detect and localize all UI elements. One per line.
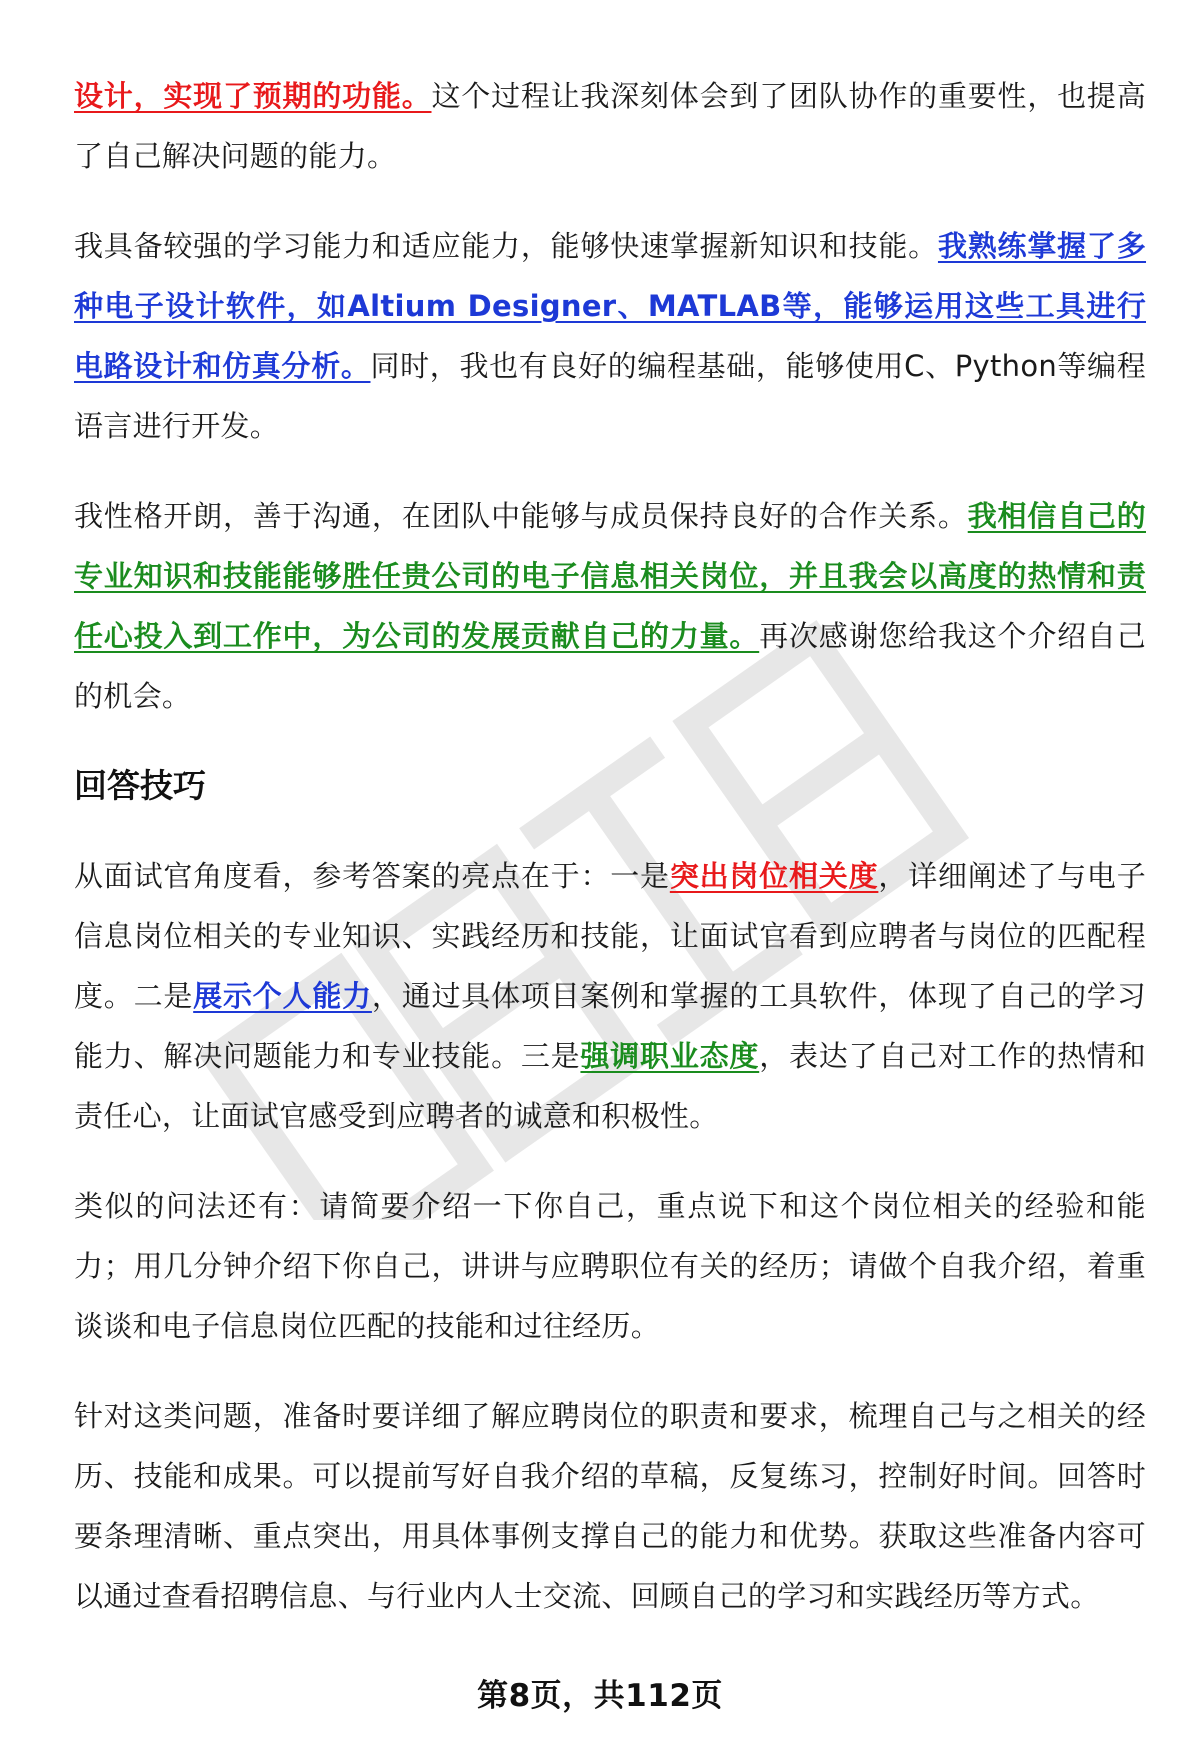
body-text: ，详细阐述了与电子信息岗位相关的专业知识、实践经历和技能，让面试官看到应聘者与岗位的匹配程度。二是 — [74, 859, 1147, 1013]
body-text: 再次感谢您给我这个介绍自己的机会。 — [74, 619, 1146, 713]
tips-section — [74, 846, 1146, 1626]
body-text: 同时，我也有良好的编程基础，能够使用C、Python等编程语言进行开发。 — [74, 349, 1146, 443]
answer-paragraph — [74, 486, 1146, 726]
highlighted-text-blue: 展示个人能力 — [193, 979, 372, 1013]
document-page — [74, 66, 1146, 1656]
tips-paragraph — [74, 846, 1146, 1146]
body-text: 针对这类问题，准备时要详细了解应聘岗位的职责和要求，梳理自己与之相关的经历、技能和成果。可以提前写好自我介绍的草稿，反复练习，控制好时间。回答时要条理清晰、重点突出，用具体事例支撑自己的能力和优势。获取这些准备内容可以通过查看招聘信息、与行业内人士交流、回顾自己的学习和实践经历等方式。 — [74, 1399, 1146, 1613]
page-number: 第8页，共112页 — [477, 1678, 723, 1714]
section-heading: 回答技巧 — [74, 766, 206, 805]
body-text: 这个过程让我深刻体会到了团队协作的重要性，也提高了自己解决问题的能力。 — [74, 79, 1146, 173]
answer-paragraph — [74, 216, 1146, 456]
body-text: ，表达了自己对工作的热情和责任心，让面试官感受到应聘者的诚意和积极性。 — [74, 1039, 1146, 1133]
highlighted-text-red: 设计，实现了预期的功能。 — [74, 79, 432, 113]
tips-paragraph — [74, 1386, 1146, 1626]
body-text: 我具备较强的学习能力和适应能力，能够快速掌握新知识和技能。 — [74, 229, 938, 263]
tips-paragraph — [74, 1176, 1146, 1356]
body-text: 类似的问法还有：请简要介绍一下你自己，重点说下和这个岗位相关的经验和能力；用几分钟介绍下你自己，讲讲与应聘职位有关的经历；请做个自我介绍，着重谈谈和电子信息岗位匹配的技能和过往经历。 — [74, 1189, 1146, 1343]
body-text: 我性格开朗，善于沟通，在团队中能够与成员保持良好的合作关系。 — [74, 499, 968, 533]
answer-paragraph — [74, 66, 1146, 186]
body-text: 从面试官角度看，参考答案的亮点在于：一是 — [74, 859, 670, 893]
highlighted-text-green: 我相信自己的专业知识和技能能够胜任贵公司的电子信息相关岗位，并且我会以高度的热情和责任心投入到工作中，为公司的发展贡献自己的力量。 — [74, 499, 1146, 653]
highlighted-text-blue: 我熟练掌握了多种电子设计软件，如Altium Designer、MATLAB等，能够运用这些工具进行电路设计和仿真分析。 — [74, 229, 1147, 383]
body-text: ，通过具体项目案例和掌握的工具软件，体现了自己的学习能力、解决问题能力和专业技能。三是 — [74, 979, 1146, 1073]
highlighted-text-red: 突出岗位相关度 — [669, 859, 879, 893]
highlighted-text-green: 强调职业态度 — [580, 1039, 760, 1073]
answer-section — [74, 66, 1146, 726]
